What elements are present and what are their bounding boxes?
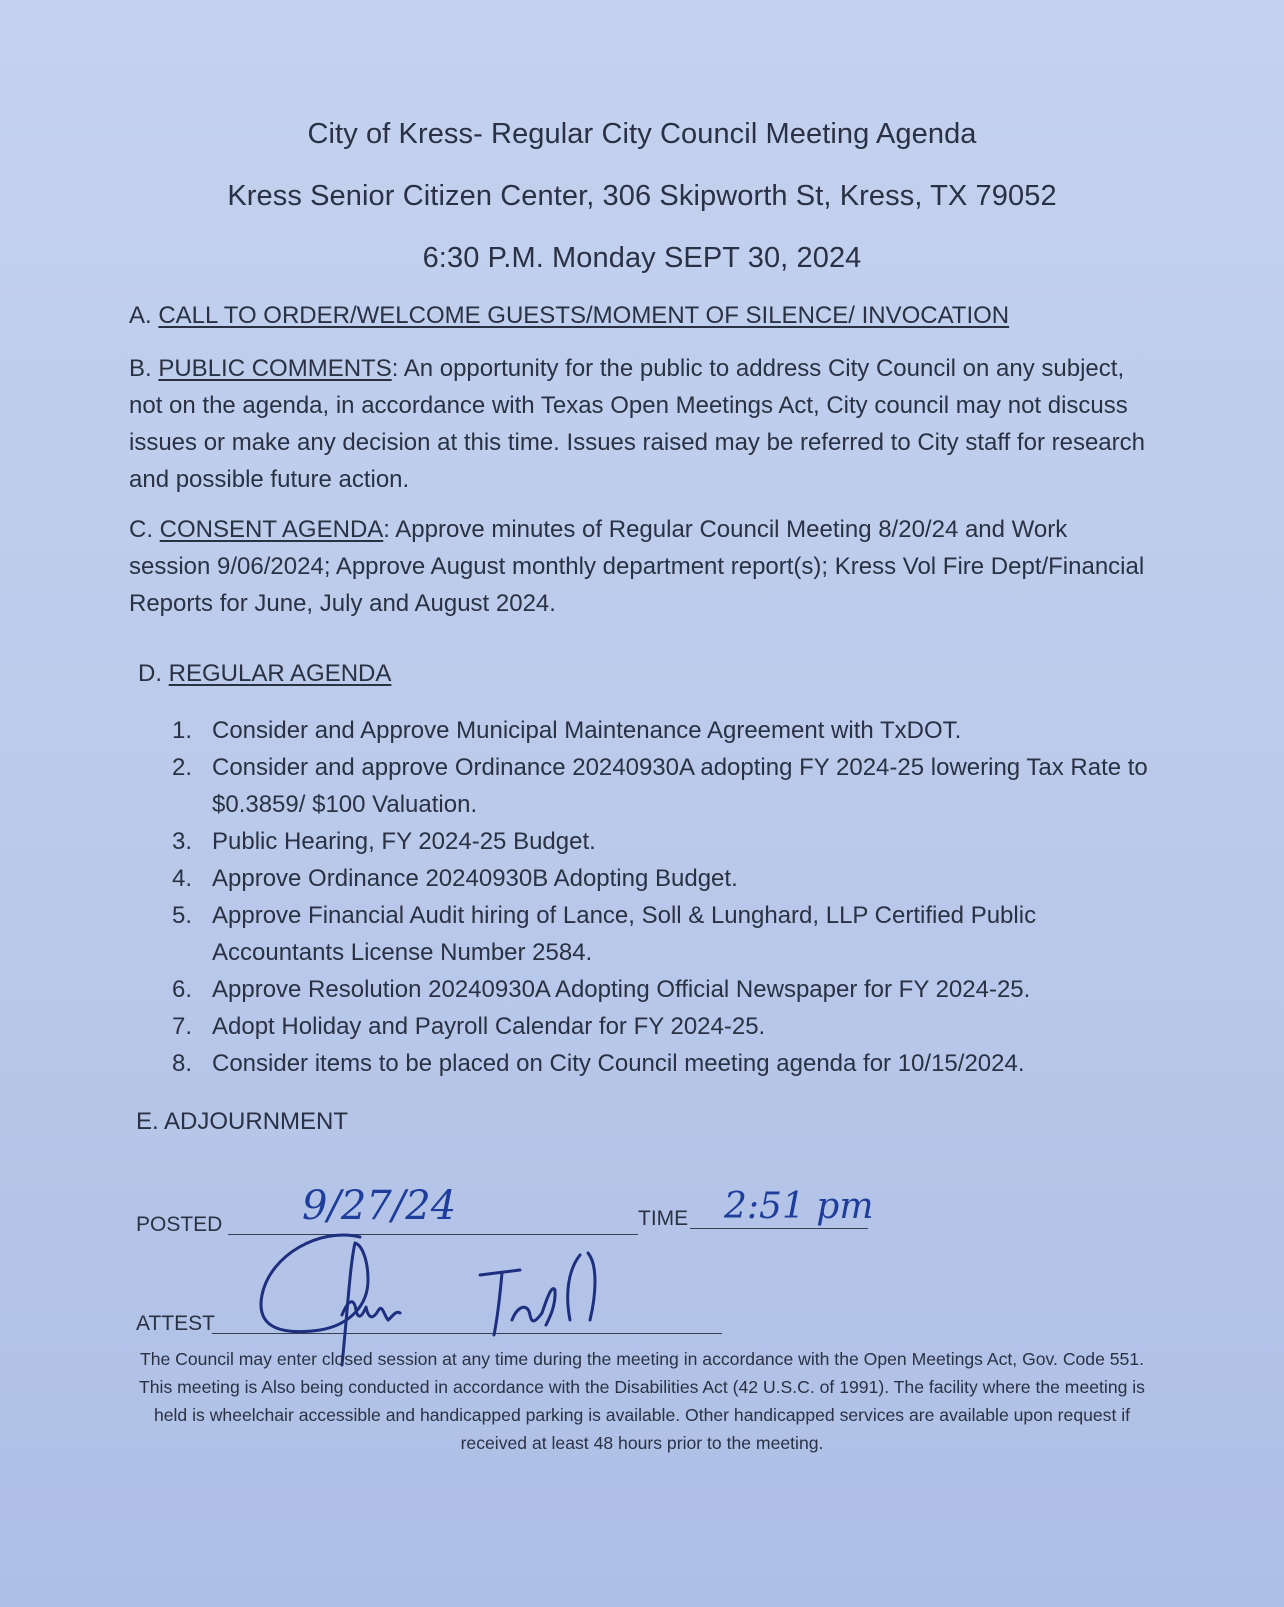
agenda-item-number: 2. [172,754,193,781]
section-e-adjournment: E. ADJOURNMENT [136,1108,349,1135]
agenda-item-number: 5. [172,902,193,929]
agenda-item [172,971,1152,1008]
section-b-prefix: B. [129,355,159,382]
agenda-item-text: Approve Resolution 20240930A Adopting Official Newspaper for FY 2024-25. [212,976,1031,1003]
regular-agenda-list [172,712,1152,1082]
agenda-item-text: Approve Ordinance 20240930B Adopting Budget. [212,865,738,892]
section-c-prefix: C. [129,516,160,543]
section-a [129,297,1149,334]
agenda-item-number: 6. [172,976,193,1003]
time-label: TIME [638,1207,689,1230]
section-a-prefix: A. [129,302,159,329]
section-b-text: : An opportunity for the public to address City Council on any subject, not on the agenda, in accordance with Texas Open Meetings Act, City council may not discuss issues or make any decision at this time. Issues raised may be referred to City staff for research and possible future action. [129,355,1145,493]
agenda-item-text: Consider and Approve Municipal Maintenance Agreement with TxDOT. [212,717,962,744]
agenda-item-number: 1. [172,717,193,744]
section-d-prefix: D. [138,660,169,687]
agenda-item [172,712,1152,749]
agenda-item-text: Approve Financial Audit hiring of Lance, Soll & Lunghard, LLP Certified Public Accountants License Number 2584. [212,902,1037,966]
meeting-location: Kress Senior Citizen Center, 306 Skipworth St, Kress, TX 79052 [227,180,1057,212]
section-c [129,511,1149,622]
agenda-item [172,823,1152,860]
time-underline [690,1228,868,1229]
agenda-item-number: 4. [172,865,193,892]
agenda-item-number: 7. [172,1013,193,1040]
time-handwritten: 2:51 pm [724,1186,874,1227]
agenda-item [172,860,1152,897]
agenda-item [172,749,1152,823]
meeting-datetime: 6:30 P.M. Monday SEPT 30, 2024 [422,242,862,274]
section-a-title: CALL TO ORDER/WELCOME GUESTS/MOMENT OF SILENCE/ INVOCATION [158,302,1010,329]
attest-label: ATTEST [136,1312,215,1335]
agenda-item-number: 3. [172,828,193,855]
section-d-heading [138,655,1158,692]
section-b-title: PUBLIC COMMENTS [158,355,392,382]
section-d-title: REGULAR AGENDA [168,660,392,687]
agenda-item-text: Adopt Holiday and Payroll Calendar for FY 2024-25. [212,1013,766,1040]
section-c-text: : Approve minutes of Regular Council Meeting 8/20/24 and Work session 9/06/2024; Approve August monthly department report(s); Kress Vol Fire Dept/Financial Reports for June, July and August 2024. [129,516,1145,617]
agenda-item [172,1045,1152,1082]
section-c-title: CONSENT AGENDA [159,516,384,543]
agenda-item [172,897,1152,971]
agenda-item-text: Consider items to be placed on City Council meeting agenda for 10/15/2024. [212,1050,1025,1077]
section-b [129,350,1149,498]
agenda-item-number: 8. [172,1050,193,1077]
agenda-title: City of Kress- Regular City Council Meeting Agenda [307,118,977,150]
agenda-item-text: Consider and approve Ordinance 20240930A adopting FY 2024-25 lowering Tax Rate to $0.3859/ $100 Valuation. [212,754,1148,818]
agenda-item [172,1008,1152,1045]
accessibility-notice: The Council may enter closed session at any time during the meeting in accordance with the Open Meetings Act, Gov. Code 551. This meeting is Also being conducted in accordance with the Disabilities Act (42 U.S.C. of 1991). The facility where the meeting is held is wheelchair accessible and handicapped parking is available. Other handicapped services are available upon request if received at least 48 hours prior to the meeting. [139,1349,1145,1453]
agenda-item-text: Public Hearing, FY 2024-25 Budget. [212,828,596,855]
posted-label: POSTED [136,1213,223,1236]
posted-date-handwritten: 9/27/24 [302,1183,457,1229]
